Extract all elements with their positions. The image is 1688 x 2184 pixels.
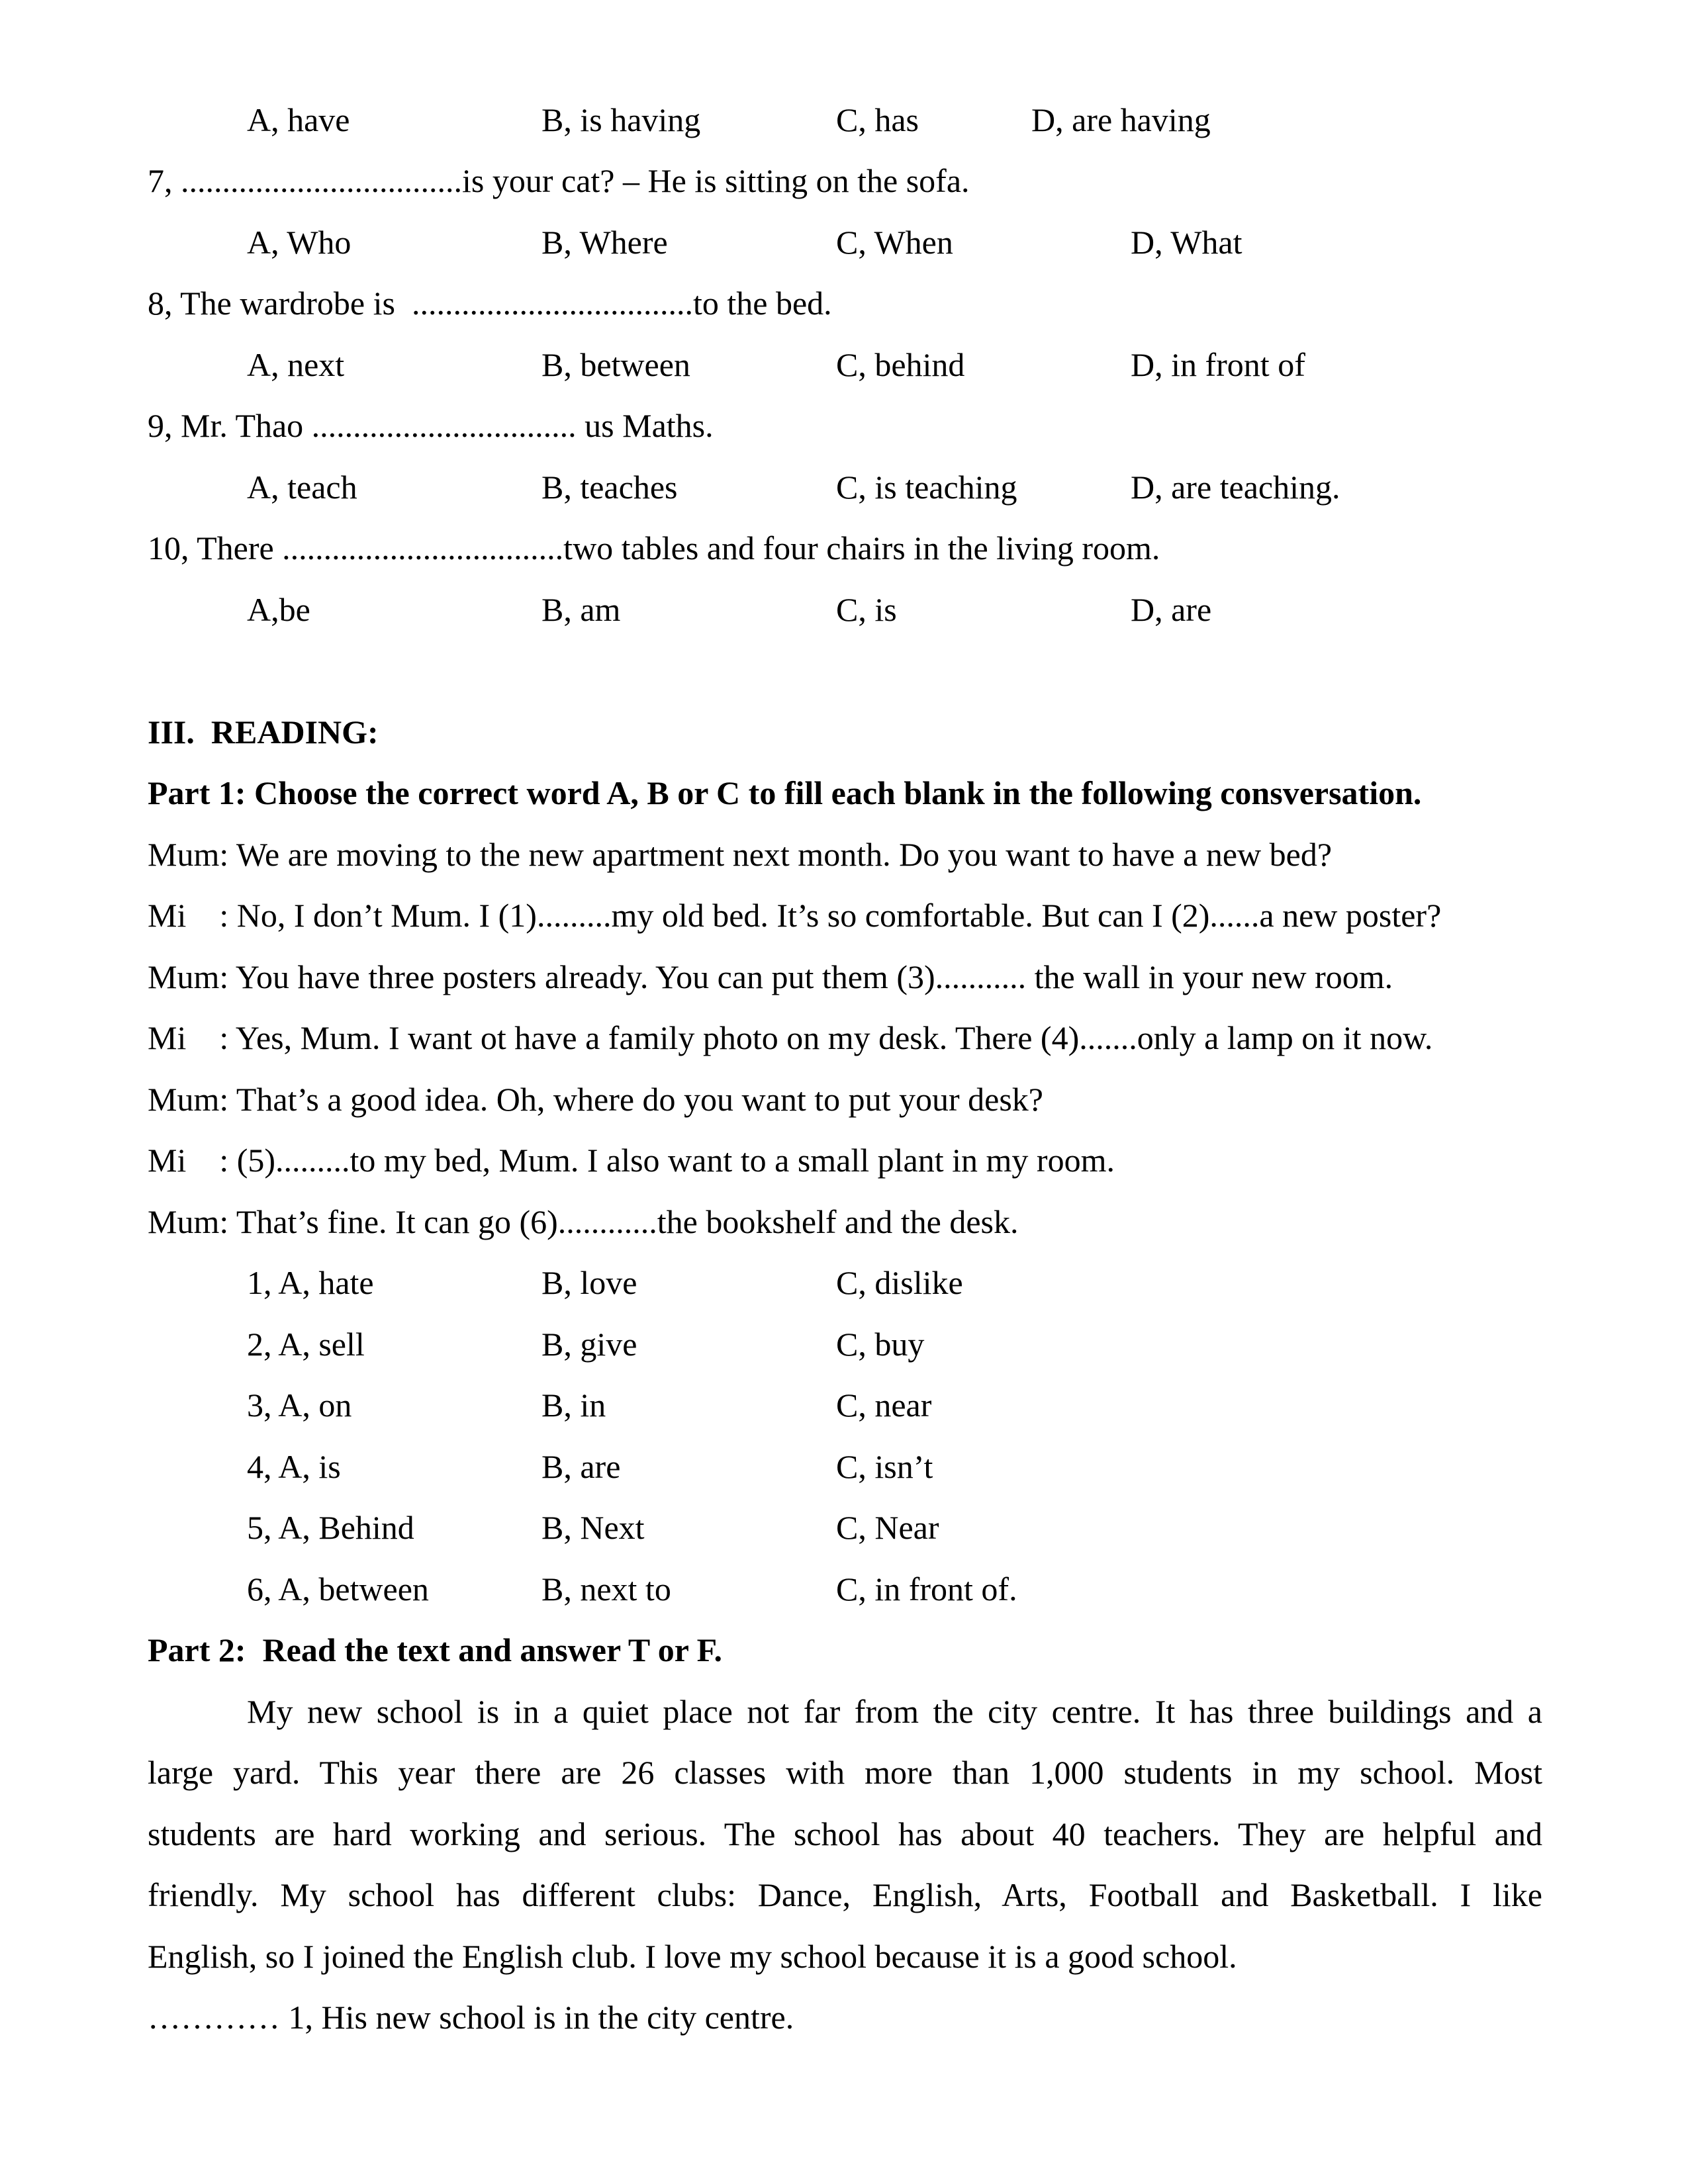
q6-option-a: A, have (247, 101, 350, 138)
q10-option-d: D, are (1131, 591, 1212, 628)
p1-answer-6b: B, next to (541, 1570, 671, 1608)
p1-answer-5c: C, Near (836, 1509, 939, 1546)
q10-option-a: A,be (247, 591, 310, 628)
p1-answer-6a: 6, A, between (247, 1570, 429, 1608)
question-8-stem: 8, The wardrobe is ..................................to the bed. (148, 285, 832, 322)
q9-option-c: C, is teaching (836, 469, 1017, 506)
p1-answer-4a: 4, A, is (247, 1448, 341, 1485)
p1-answer-3b: B, in (541, 1387, 606, 1424)
q7-option-a: A, Who (247, 224, 352, 261)
dialogue-line: Mi : No, I don’t Mum. I (1).........my old bed. It’s so comfortable. But can I (2)......a new poster? (148, 897, 1442, 934)
tf-statement-1: ………… 1, His new school is in the city centre. (148, 1999, 794, 2036)
p1-answer-3a: 3, A, on (247, 1387, 352, 1424)
q7-option-d: D, What (1131, 224, 1243, 261)
q6-option-b: B, is having (541, 101, 701, 138)
dialogue-line: Mum: We are moving to the new apartment next month. Do you want to have a new bed? (148, 836, 1333, 873)
p1-answer-1a: 1, A, hate (247, 1264, 374, 1301)
passage-line: English, so I joined the English club. I love my school because it is a good school. (148, 1938, 1237, 1975)
q7-option-c: C, When (836, 224, 953, 261)
question-7-stem: 7, ..................................is your cat? – He is sitting on the sofa. (148, 162, 970, 199)
p1-answer-4c: C, isn’t (836, 1448, 933, 1485)
p1-answer-6c: C, in front of. (836, 1570, 1017, 1608)
dialogue-line: Mi : (5).........to my bed, Mum. I also want to a small plant in my room. (148, 1142, 1115, 1179)
q10-option-c: C, is (836, 591, 897, 628)
dialogue-line: Mum: That’s fine. It can go (6)............the bookshelf and the desk. (148, 1203, 1019, 1240)
passage-line: students are hard working and serious. The school has about 40 teachers. They are helpful and (148, 1815, 1542, 1852)
passage-line: My new school is in a quiet place not far from the city centre. It has three buildings and a (247, 1693, 1542, 1730)
q6-option-d: D, are having (1031, 101, 1211, 138)
p1-answer-2b: B, give (541, 1326, 637, 1363)
q8-option-d: D, in front of (1131, 346, 1305, 383)
q9-option-a: A, teach (247, 469, 357, 506)
section-title-reading: III. READING: (148, 713, 379, 751)
q8-option-b: B, between (541, 346, 690, 383)
question-10-stem: 10, There ..................................two tables and four chairs in the living room. (148, 529, 1160, 567)
p1-answer-1c: C, dislike (836, 1264, 963, 1301)
q9-option-b: B, teaches (541, 469, 678, 506)
p1-answer-1b: B, love (541, 1264, 637, 1301)
passage-line: friendly. My school has different clubs: Dance, English, Arts, Football and Basketball. I like (148, 1876, 1542, 1913)
q8-option-c: C, behind (836, 346, 965, 383)
dialogue-line: Mum: You have three posters already. You can put them (3)........... the wall in your new room. (148, 958, 1393, 995)
p1-answer-2c: C, buy (836, 1326, 925, 1363)
p1-answer-2a: 2, A, sell (247, 1326, 365, 1363)
p1-answer-4b: B, are (541, 1448, 621, 1485)
part1-title: Part 1: Choose the correct word A, B or C to fill each blank in the following consversation. (148, 774, 1422, 811)
dialogue-line: Mum: That’s a good idea. Oh, where do you want to put your desk? (148, 1081, 1044, 1118)
q8-option-a: A, next (247, 346, 345, 383)
p1-answer-5b: B, Next (541, 1509, 645, 1546)
passage-line: large yard. This year there are 26 classes with more than 1,000 students in my school. Most (148, 1754, 1542, 1791)
q6-option-c: C, has (836, 101, 919, 138)
q10-option-b: B, am (541, 591, 621, 628)
p1-answer-5a: 5, A, Behind (247, 1509, 414, 1546)
part2-title: Part 2: Read the text and answer T or F. (148, 1631, 723, 1668)
p1-answer-3c: C, near (836, 1387, 932, 1424)
question-9-stem: 9, Mr. Thao ................................ us Maths. (148, 407, 714, 444)
q7-option-b: B, Where (541, 224, 668, 261)
q9-option-d: D, are teaching. (1131, 469, 1340, 506)
dialogue-line: Mi : Yes, Mum. I want ot have a family photo on my desk. There (4).......only a lamp on it now. (148, 1019, 1433, 1056)
